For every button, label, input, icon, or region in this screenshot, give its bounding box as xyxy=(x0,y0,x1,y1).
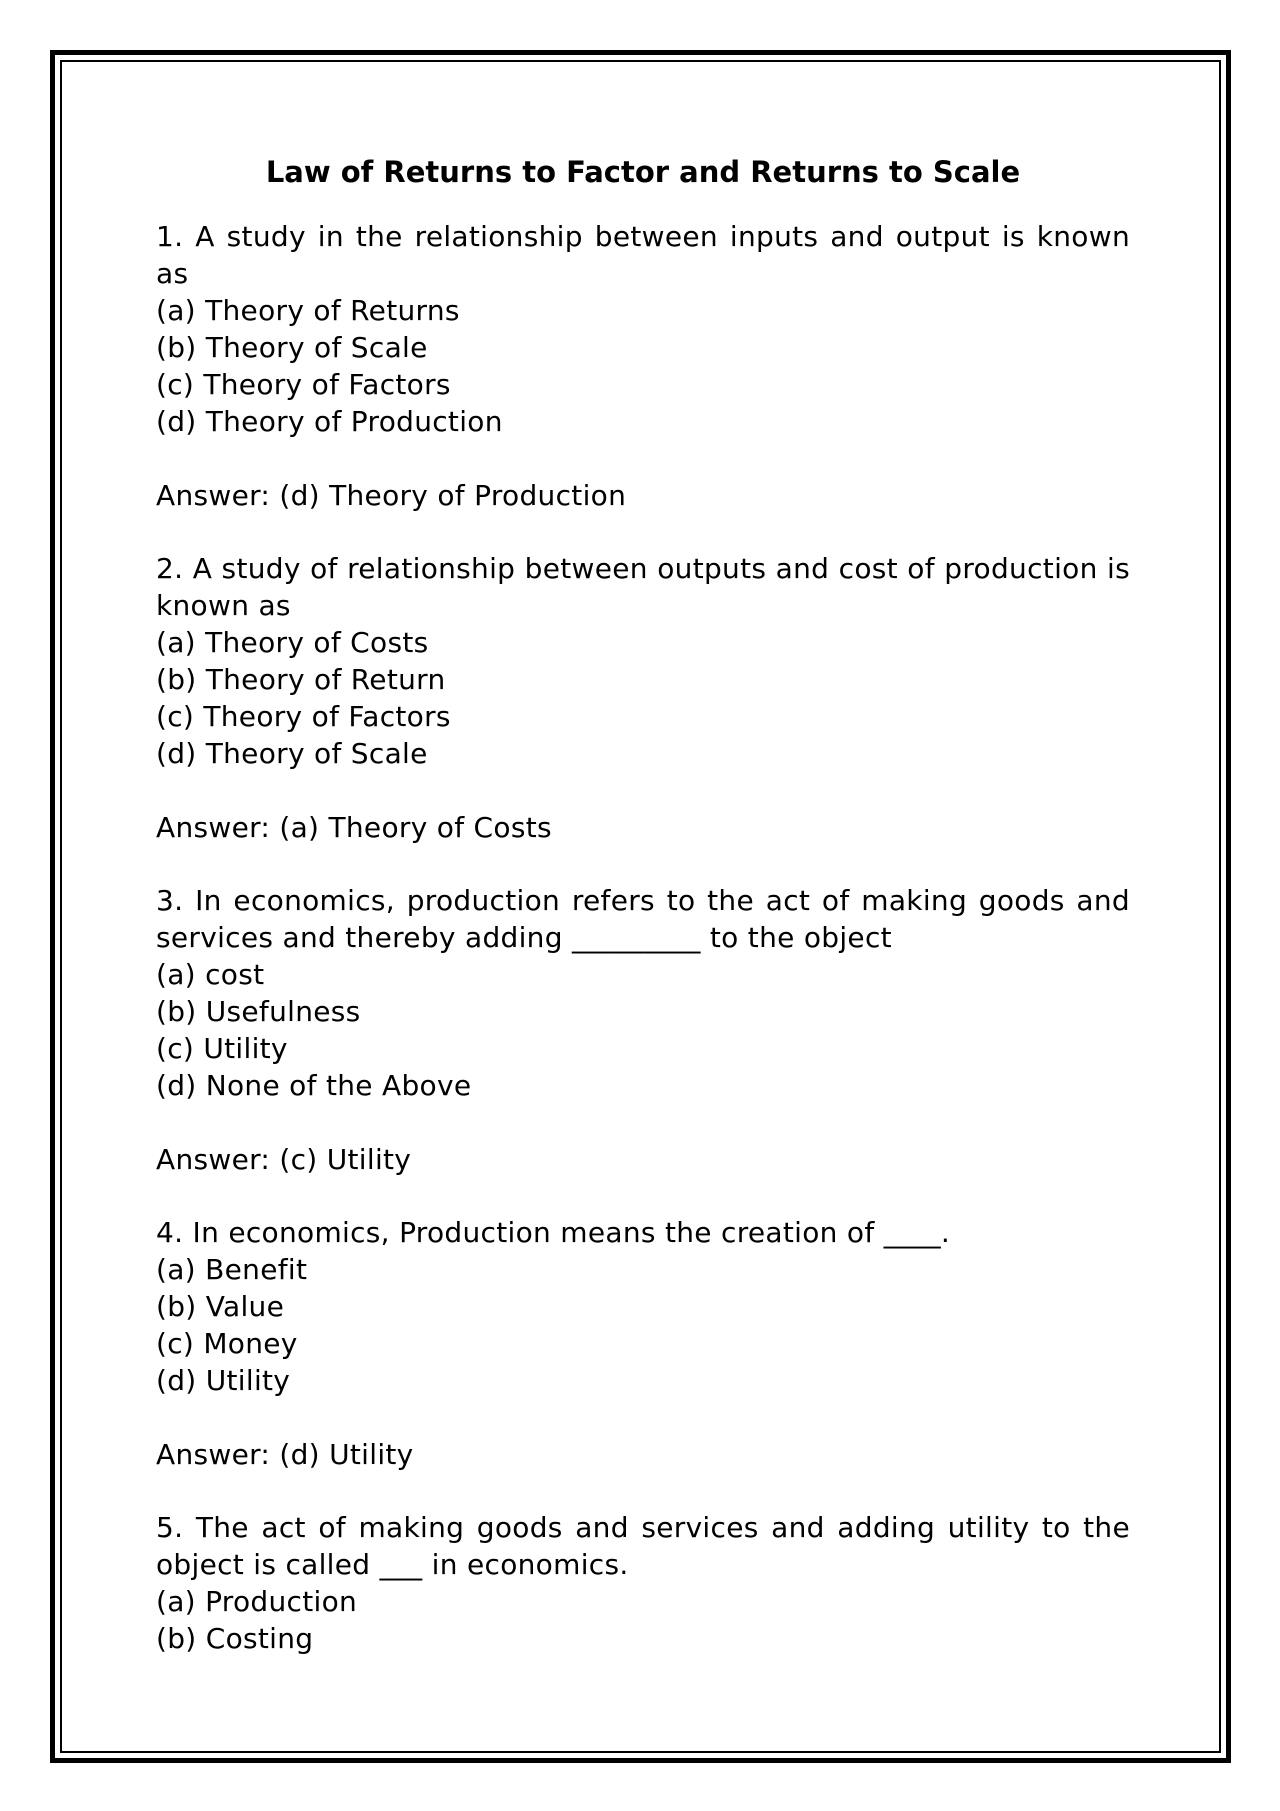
option-d: (d) Utility xyxy=(156,1364,291,1397)
option-a: (a) cost xyxy=(156,958,265,991)
document-content xyxy=(156,152,1130,1693)
question-2 xyxy=(156,550,1130,846)
question-1 xyxy=(156,218,1130,514)
option-d: (d) Theory of Production xyxy=(156,405,503,438)
question-4 xyxy=(156,1214,1130,1473)
option-c: (c) Money xyxy=(156,1327,298,1360)
option-a: (a) Benefit xyxy=(156,1253,308,1286)
question-text: 2. A study of relationship between outputs and cost of production is known as xyxy=(156,552,1130,622)
option-a: (a) Theory of Costs xyxy=(156,626,429,659)
question-5 xyxy=(156,1509,1130,1657)
question-text: 1. A study in the relationship between inputs and output is known as xyxy=(156,220,1130,290)
question-text: 3. In economics, production refers to the act of making goods and services and thereby adding _________ to the object xyxy=(156,884,1130,954)
question-3 xyxy=(156,882,1130,1178)
option-c: (c) Theory of Factors xyxy=(156,700,451,733)
option-b: (b) Value xyxy=(156,1290,285,1323)
question-text: 4. In economics, Production means the creation of ____. xyxy=(156,1216,951,1249)
option-c: (c) Utility xyxy=(156,1032,288,1065)
document-title: Law of Returns to Factor and Returns to Scale xyxy=(265,155,1021,189)
option-a: (a) Production xyxy=(156,1585,358,1618)
option-d: (d) None of the Above xyxy=(156,1069,472,1102)
option-b: (b) Theory of Return xyxy=(156,663,446,696)
answer: Answer: (c) Utility xyxy=(156,1143,412,1176)
option-b: (b) Costing xyxy=(156,1622,314,1655)
question-text: 5. The act of making goods and services and adding utility to the object is called ___ in economics. xyxy=(156,1511,1130,1581)
answer: Answer: (a) Theory of Costs xyxy=(156,811,552,844)
option-d: (d) Theory of Scale xyxy=(156,737,428,770)
answer: Answer: (d) Utility xyxy=(156,1438,414,1471)
option-c: (c) Theory of Factors xyxy=(156,368,451,401)
option-a: (a) Theory of Returns xyxy=(156,294,460,327)
option-b: (b) Usefulness xyxy=(156,995,361,1028)
answer: Answer: (d) Theory of Production xyxy=(156,479,627,512)
option-b: (b) Theory of Scale xyxy=(156,331,428,364)
